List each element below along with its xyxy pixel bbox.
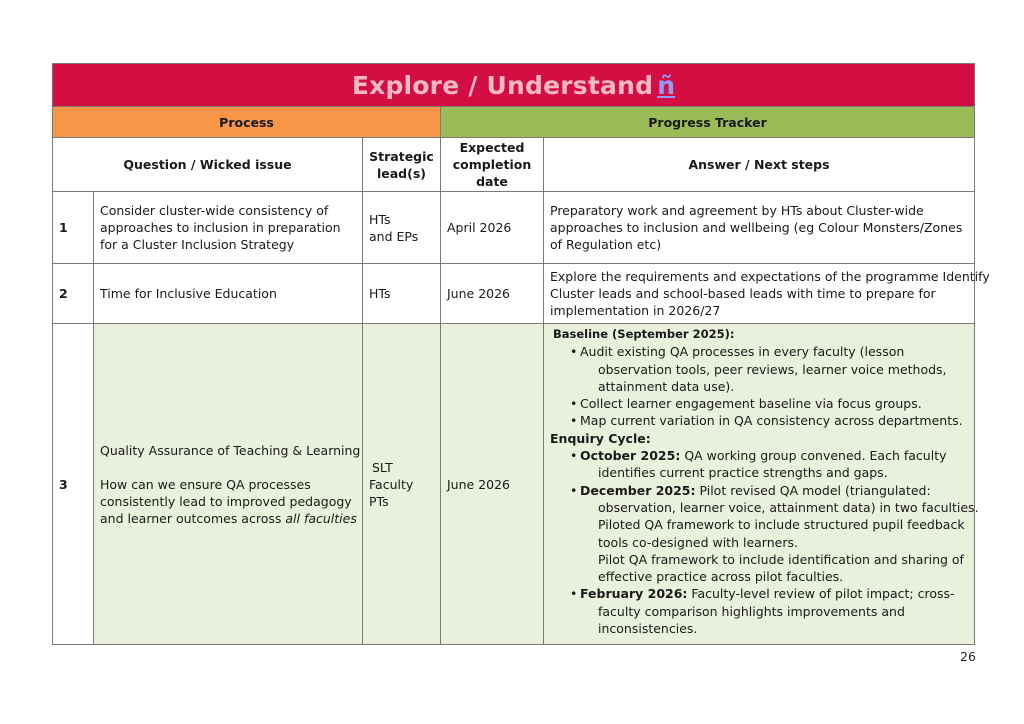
table-row [53, 192, 975, 264]
column-header-date-text: Expected completion date [452, 140, 532, 189]
lead-line: HTs [369, 211, 391, 227]
process-band: Process [53, 107, 441, 138]
list-item-text: observation tools, peer reviews, learner voice methods, [598, 361, 947, 377]
answer-line: Explore the requirements and expectations of the programme Identify [550, 269, 990, 284]
question-title: Quality Assurance of Teaching & Learning [100, 442, 361, 458]
column-header-question: Question / Wicked issue [53, 138, 363, 192]
section-title-text: Explore / Understand [351, 70, 654, 100]
question-cell [94, 324, 363, 645]
list-item-text: Pilot revised QA model (triangulated: [695, 482, 931, 498]
lead-cell: HTs [363, 264, 441, 324]
row-number: 3 [53, 324, 94, 645]
column-header-answer: Answer / Next steps [544, 138, 975, 192]
page-number: 26 [960, 649, 976, 664]
milestone-label: October 2025: [580, 448, 681, 464]
list-item [570, 412, 972, 429]
band-row [53, 107, 975, 138]
date-cell: April 2026 [441, 192, 544, 264]
lead-cell [363, 324, 441, 645]
list-item-text: inconsistencies. [598, 621, 698, 637]
question-line: and learner outcomes across [100, 510, 286, 526]
baseline-list [550, 343, 972, 429]
answer-line: implementation in 2026/27 [550, 303, 721, 318]
answer-cell: Preparatory work and agreement by HTs about Cluster-wide approaches to inclusion and wellbeing (eg Colour Monsters/Zones of Regulation etc) [544, 192, 975, 264]
column-header-row [53, 138, 975, 192]
milestone-label: December 2025: [580, 482, 696, 498]
section-title [53, 64, 975, 107]
answer-cell [544, 264, 990, 324]
list-item-text: Pilot QA framework to include identification and sharing of [598, 551, 964, 567]
milestone-label: February 2026: [580, 586, 688, 602]
lead-line: Faculty [369, 476, 414, 492]
list-item-text: identifies current practice strengths and gaps. [598, 465, 888, 481]
list-item-text: Map current variation in QA consistency across departments. [580, 413, 963, 429]
bullet-icon: • [570, 448, 578, 464]
column-header-date [441, 138, 544, 192]
title-link-glyph[interactable]: ñ [657, 70, 676, 100]
list-item-text: Faculty-level review of pilot impact; cross- [687, 586, 955, 602]
lead-line: SLT [372, 459, 393, 475]
list-item [570, 395, 972, 412]
list-item-text: faculty comparison highlights improvements and [598, 603, 905, 619]
explore-understand-table [52, 63, 990, 645]
enquiry-cycle-list [550, 447, 979, 637]
list-item-text: Audit existing QA processes in every faculty (lesson [580, 344, 905, 360]
title-row [53, 64, 975, 107]
bullet-icon: • [570, 413, 578, 429]
bullet-icon: • [570, 586, 578, 602]
question-line: consistently lead to improved pedagogy [100, 493, 352, 509]
bullet-icon: • [570, 344, 578, 360]
date-cell: June 2026 [441, 264, 544, 324]
list-item-text: effective practice across pilot faculties. [598, 569, 844, 585]
date-cell: June 2026 [441, 324, 544, 645]
table-row [53, 324, 975, 645]
lead-cell [363, 192, 441, 264]
explore-understand-table-wrapper [52, 63, 990, 645]
list-item [570, 482, 979, 586]
answer-line: Cluster leads and school-based leads with time to prepare for [550, 286, 936, 301]
enquiry-cycle-heading: Enquiry Cycle: [550, 430, 651, 446]
list-item-text: observation, learner voice, attainment data) in two faculties. [598, 499, 979, 515]
list-item [570, 447, 972, 482]
list-item-text: Collect learner engagement baseline via focus groups. [580, 396, 922, 412]
baseline-heading: Baseline (September 2025): [553, 327, 735, 341]
question-emphasis: all faculties [285, 510, 357, 526]
row-number: 2 [53, 264, 94, 324]
list-item-text: Piloted QA framework to include structured pupil feedback [598, 517, 965, 533]
table-row [53, 264, 975, 324]
answer-cell [544, 324, 979, 645]
question-line: How can we ensure QA processes [100, 476, 311, 492]
lead-line: and EPs [369, 228, 419, 244]
list-item-text: QA working group convened. Each faculty [680, 448, 947, 464]
bullet-icon: • [570, 396, 578, 412]
list-item-text: attainment data use). [598, 378, 735, 394]
question-cell: Consider cluster-wide consistency of approaches to inclusion in preparation for a Cluster Inclusion Strategy [94, 192, 363, 264]
list-item [570, 343, 972, 395]
row-number: 1 [53, 192, 94, 264]
progress-tracker-band: Progress Tracker [441, 107, 975, 138]
list-item [570, 585, 972, 637]
question-cell: Time for Inclusive Education [94, 264, 363, 324]
column-header-lead-text: Strategic lead(s) [369, 148, 434, 181]
lead-line: PTs [369, 493, 389, 509]
column-header-lead [363, 138, 441, 192]
bullet-icon: • [570, 482, 578, 498]
list-item-text: tools co-designed with learners. [598, 534, 798, 550]
